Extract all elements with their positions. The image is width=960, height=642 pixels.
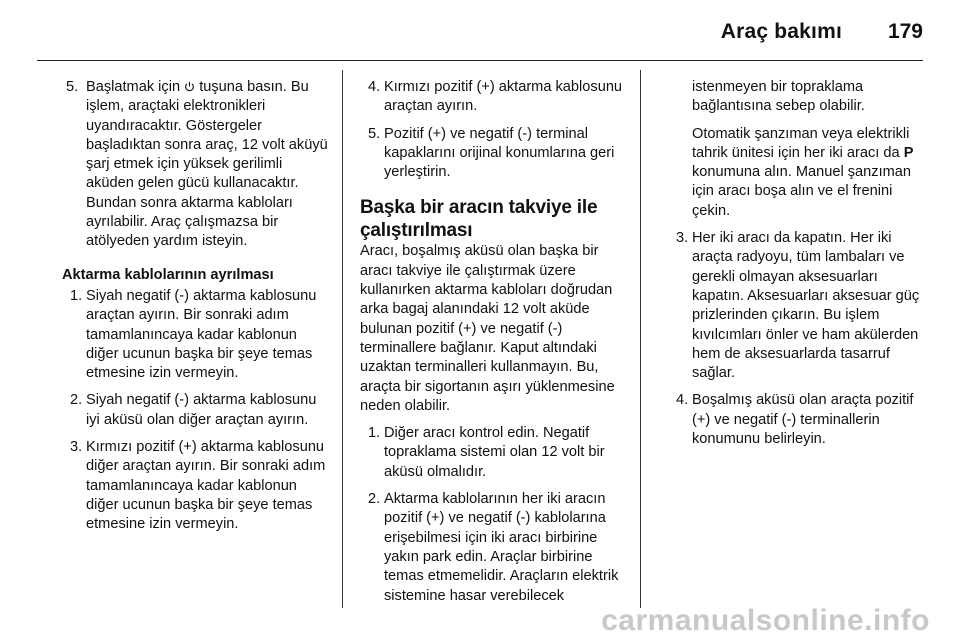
column-2 (360, 78, 628, 614)
step-number: 5. (368, 125, 381, 142)
step-text: Siyah negatif (-) aktarma kablosunu iyi aküsü olan diğer araçtan ayırın. (86, 392, 317, 428)
list-item (62, 78, 332, 252)
section-heading: Başka bir aracın takviye ile çalıştırılması (360, 197, 598, 242)
transmission-paragraph (668, 125, 930, 221)
list-item (668, 229, 930, 383)
column-3 (668, 78, 930, 457)
step-text: Kırmızı pozitif (+) aktarma kablosunu diğer araçtan ayırın. Bir sonraki adım tamamlanıncaya kadar kablonun diğer ucunun başka bir şeye temas etmesine izin vermeyin. (86, 439, 326, 533)
step-text: Diğer aracı kontrol edin. Negatif topraklama sistemi olan 12 volt bir aküsü olmalıdır. (384, 425, 605, 480)
step-text-post: tuşuna basın. Bu işlem, araçtaki elektronikleri uyandıracaktır. Göstergeler başladıktan sonra araç, 12 volt aküyü şarj etmek için yüksek gerilimli aküden gelen gücü kullanacaktır. Bundan sonra aktarma kabloları ayrılabilir. Araç çalışmazsa bir atölyeden yardım isteyin. (86, 79, 328, 250)
list-item (62, 391, 332, 430)
page-title: Araç bakımı (720, 20, 842, 43)
list-item (668, 391, 930, 449)
disconnect-steps-continued (360, 78, 628, 182)
power-button-icon (184, 81, 195, 92)
gear-position-p: P (903, 144, 914, 161)
step-text: Kırmızı pozitif (+) aktarma kablosunu araçtan ayırın. (384, 79, 623, 115)
jump-start-steps (360, 424, 628, 606)
list-item (360, 424, 628, 482)
step-number: 3. (70, 439, 83, 456)
step-number: 4. (368, 79, 381, 95)
section-intro: Aracı, boşalmış aküsü olan başka bir aracı takviye ile çalıştırmak üzere kullanırken aktarma kabloları doğrudan arka bagaj alanındaki 12 volt aküde bulunan pozitif (+) ve negatif (-) terminallere bağlanır. Kaput altındaki uzaktan terminalleri kullanmayın. Bu, araçta bir sigortanın aşırı yüklenmesine neden olabilir. (360, 243, 615, 414)
step-text: Her iki aracı da kapatın. Her iki araçta radyoyu, tüm lambaları ve gerekli olmayan aksesuarları kapatın. Aksesuarları aksesuar güç prizlerinden çıkarın. Bu işlem kıvılcımları önler ve ham akülerden hem de aksesuarlarda tasarruf sağlar. (692, 230, 920, 382)
section-subheading: Aktarma kablolarının ayrılması (62, 266, 274, 283)
step-text-pre: Başlatmak için (86, 79, 181, 95)
list-item (62, 438, 332, 534)
step-text: Boşalmış aküsü olan araçta pozitif (+) ve negatif (-) terminallerin konumunu belirleyin. (692, 392, 914, 448)
column-divider-1 (342, 70, 343, 608)
step-number: 3. (676, 230, 689, 247)
step-list-continued (62, 78, 332, 252)
step-number: 1. (70, 287, 83, 304)
disconnect-steps (62, 287, 332, 535)
paragraph-text-post: konumuna alın. Manuel şanzıman için aracı boşa alın ve el frenini çekin. (692, 164, 912, 219)
jump-start-steps-continued (668, 229, 930, 449)
step-continuation: istenmeyen bir topraklama bağlantısına sebep olabilir. (692, 79, 865, 115)
page-number: 179 (887, 20, 923, 43)
step-text: Siyah negatif (-) aktarma kablosunu araçtan ayırın. Bir sonraki adım tamamlanıncaya kadar kablonun diğer ucunun başka bir şeye temas etmesine izin vermeyin. (86, 287, 317, 382)
page-header (0, 0, 960, 58)
watermark: carmanualsonline.info (601, 604, 930, 637)
column-divider-2 (640, 70, 641, 608)
step-text: Pozitif (+) ve negatif (-) terminal kapaklarını orijinal konumlarına geri yerleştirin. (384, 125, 615, 181)
step-number: 2. (70, 392, 83, 409)
column-1 (62, 78, 332, 543)
step-number: 1. (368, 425, 381, 442)
list-item (360, 490, 628, 606)
step-text: Aktarma kablolarının her iki aracın pozitif (+) ve negatif (-) kablolarına erişebilmesi için iki aracı birbirine yakın park edin. Araçlar birbirine temas etmemelidir. Araçların elektrik sistemine hasar verebilecek (384, 491, 619, 604)
step-number: 4. (676, 392, 689, 409)
list-item (360, 125, 628, 183)
step-number: 5. (66, 79, 79, 95)
paragraph-text-pre: Otomatik şanzıman veya elektrikli tahrik ünitesi için her iki aracı da (692, 125, 910, 161)
list-item (360, 78, 628, 117)
list-item (62, 287, 332, 383)
header-divider (37, 60, 923, 61)
step-number: 2. (368, 491, 381, 508)
